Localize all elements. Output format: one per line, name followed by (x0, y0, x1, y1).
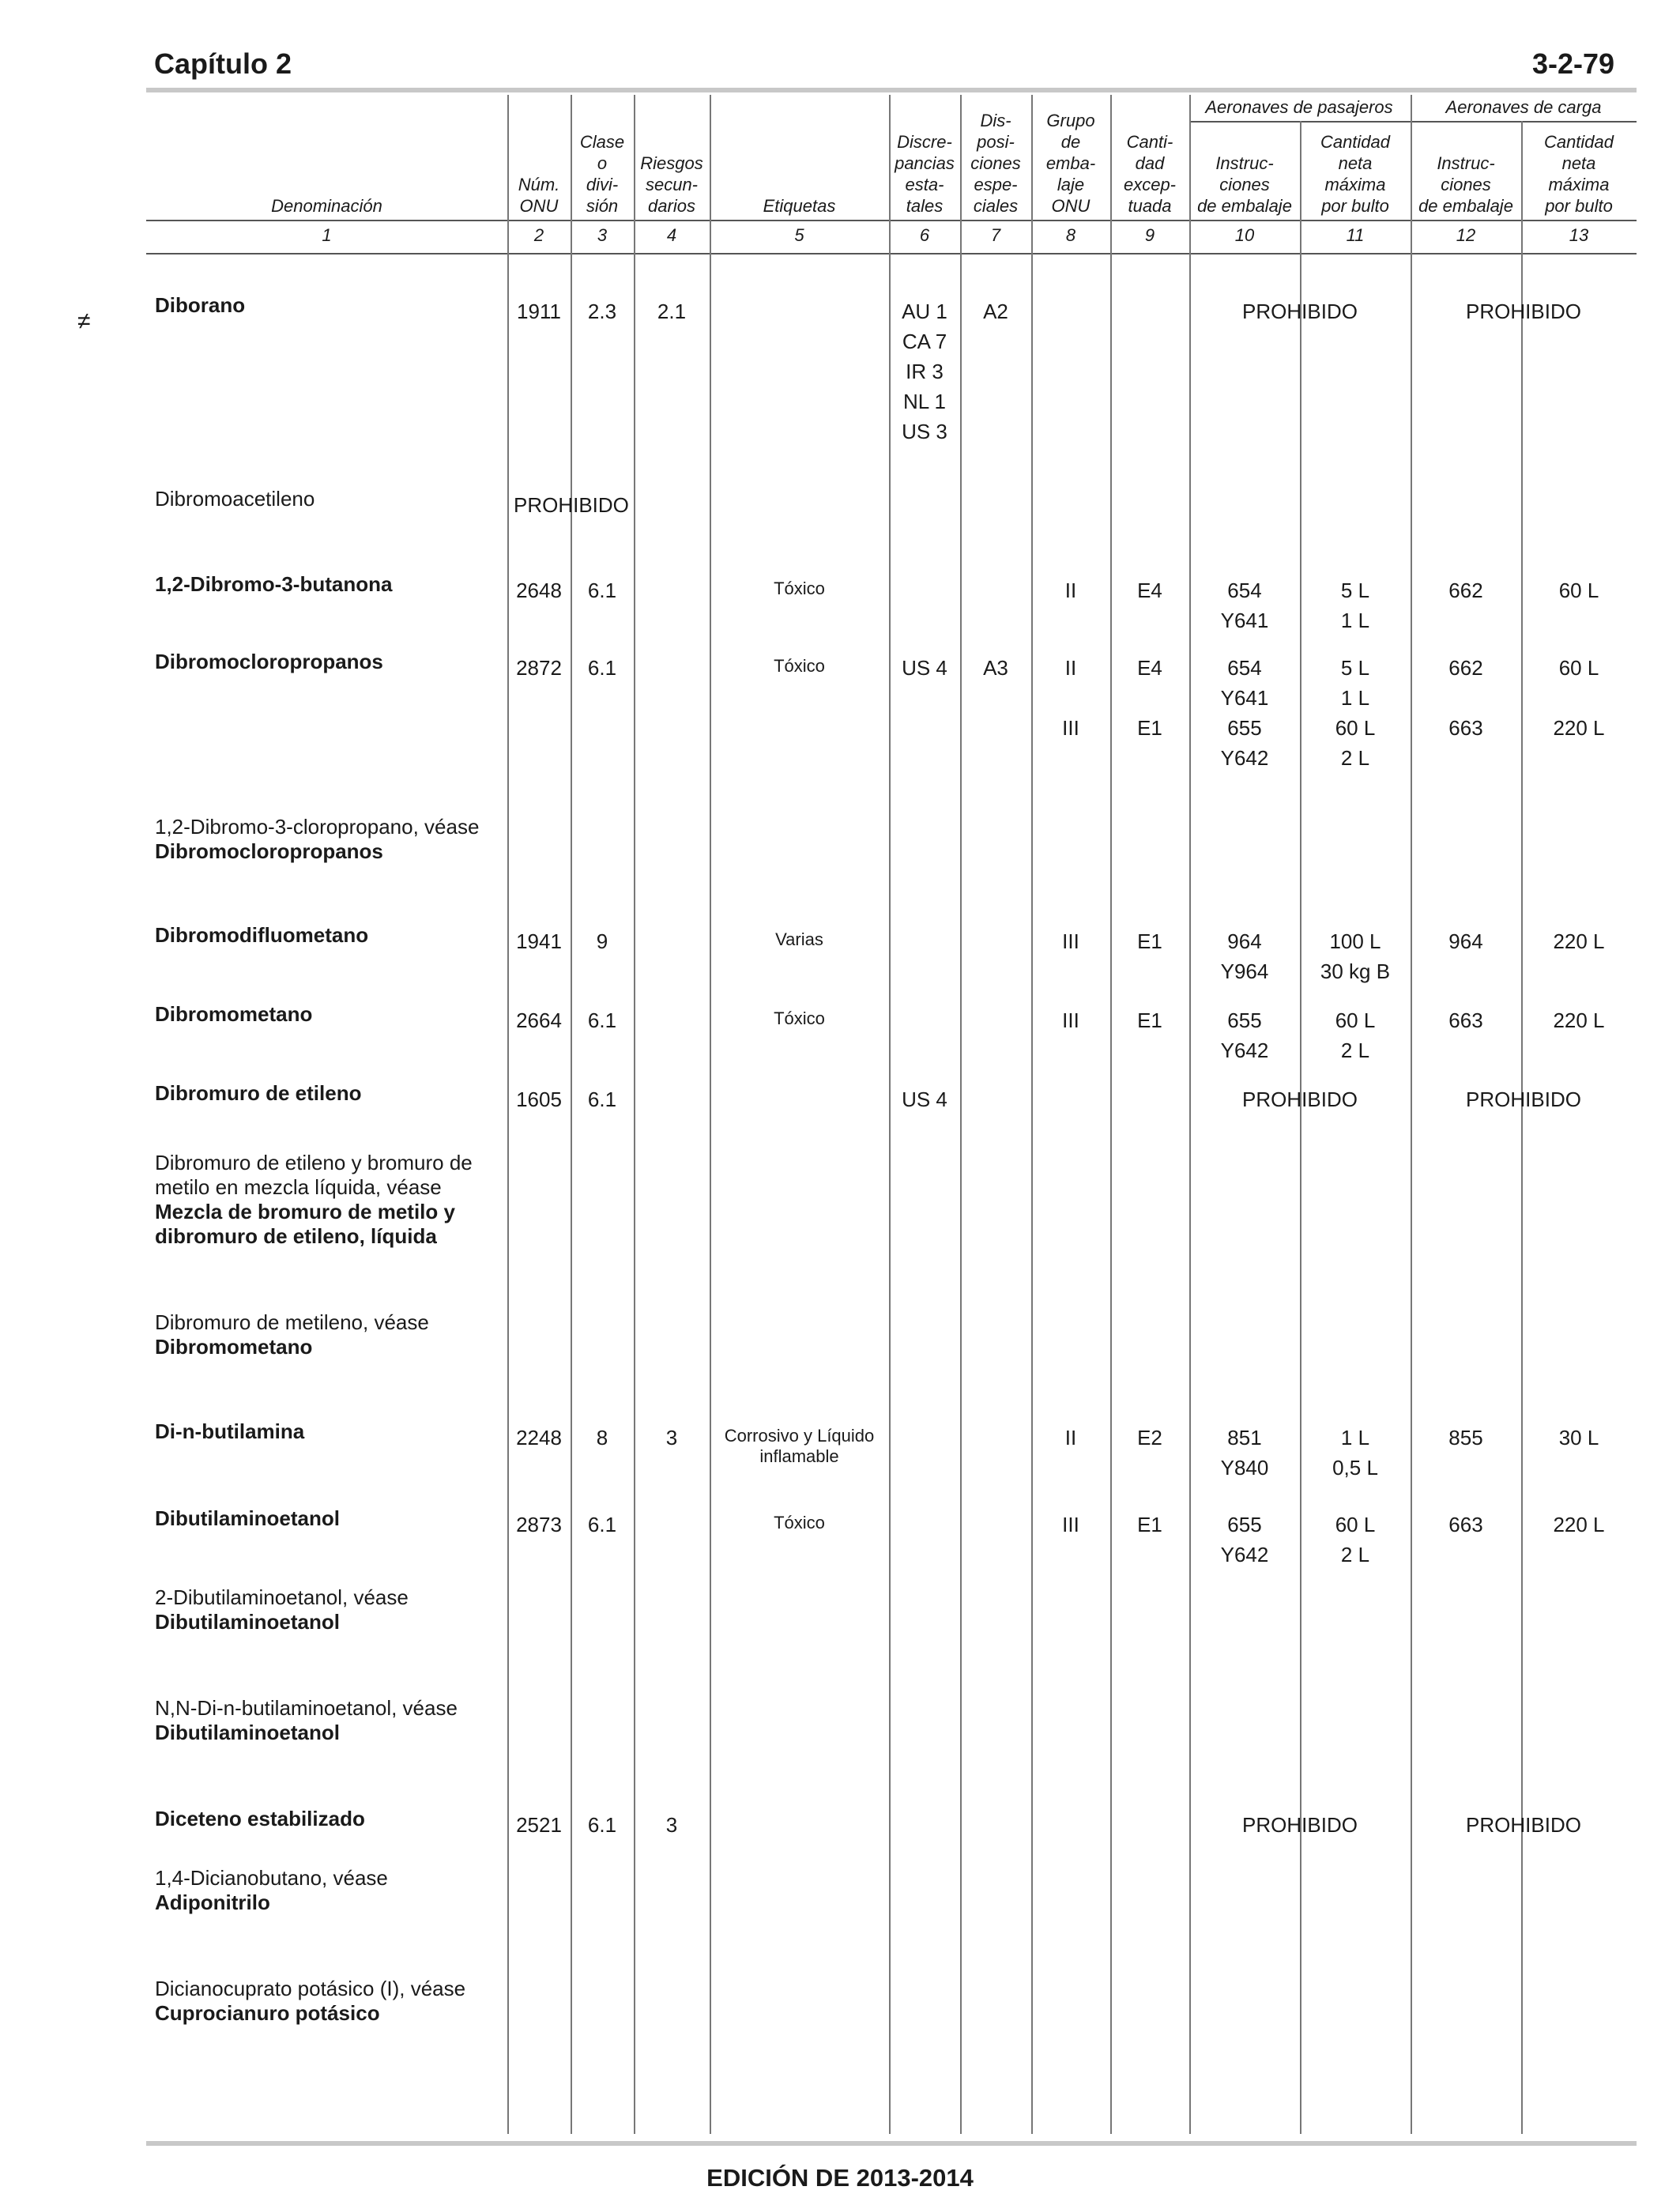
special-provision: A2 (983, 300, 1008, 323)
proper-shipping-name: Dibutilaminoetanol (155, 1506, 340, 1530)
column-number: 7 (990, 225, 1001, 245)
hazard-label: Varias (775, 929, 823, 949)
un-number: 1911 (517, 300, 561, 323)
column-number-divider (146, 253, 1637, 254)
chapter-title: Capítulo 2 (154, 47, 292, 80)
hazard-class: 8 (596, 1426, 608, 1449)
un-number: 1605 (516, 1088, 562, 1111)
column-header (571, 96, 634, 217)
cargo-prohibited: PROHIBIDO (1466, 1813, 1581, 1837)
cargo-packing-instruction: 663 (1448, 1513, 1483, 1536)
page-number: 3-2-79 (1531, 47, 1614, 80)
column-header (1300, 125, 1411, 217)
passenger-packing-instruction: Y642 (1220, 746, 1269, 770)
column-number: 1 (322, 225, 332, 245)
column-header-label: Riesgos secun- darios (640, 153, 703, 216)
passenger-max-quantity: 30 kg B (1320, 959, 1391, 983)
state-variation: US 4 (902, 656, 947, 680)
column-number: 5 (794, 225, 804, 245)
passenger-max-quantity: 2 L (1340, 1543, 1370, 1566)
substance-name (155, 1151, 503, 1249)
proper-shipping-name: Dibromuro de etileno (155, 1081, 362, 1105)
passenger-packing-instruction: Y964 (1220, 959, 1269, 983)
column-header-label: Instruc- ciones de embalaje (1197, 153, 1292, 216)
state-variation: NL 1 (903, 390, 946, 413)
column-header-label: Denominación (271, 196, 382, 216)
header-rule (146, 88, 1637, 92)
passenger-max-quantity: 1 L (1340, 609, 1370, 632)
see-reference: Dibutilaminoetanol (155, 1610, 340, 1634)
hazard-class: 6.1 (587, 1513, 617, 1536)
synonym-name: 1,2-Dibromo-3-cloropropano, véase (155, 815, 480, 839)
synonym-name: Dibromoacetileno (155, 487, 315, 511)
state-variation: US 4 (902, 1088, 947, 1111)
cargo-packing-instruction: 964 (1448, 929, 1483, 953)
column-header-label: Discre- pancias esta- tales (895, 132, 955, 216)
see-reference: Dibutilaminoetanol (155, 1721, 340, 1744)
substance-name (155, 572, 503, 597)
passenger-max-quantity: 5 L (1340, 579, 1370, 602)
proper-shipping-name: Diceteno estabilizado (155, 1807, 365, 1830)
synonym-name: Dibromuro de metileno, véase (155, 1310, 429, 1334)
column-number: 2 (533, 225, 544, 245)
substance-name (155, 293, 503, 318)
synonym-name: 2-Dibutilaminoetanol, véase (155, 1585, 409, 1609)
column-rule (1031, 95, 1033, 2134)
column-header (146, 96, 507, 217)
un-number: 2872 (516, 656, 562, 680)
hazard-class: 2.3 (587, 300, 617, 323)
column-header (634, 96, 710, 217)
cargo-packing-instruction: 663 (1448, 716, 1483, 740)
column-number: 10 (1234, 225, 1255, 245)
passenger-max-quantity: 0,5 L (1332, 1456, 1378, 1480)
passenger-max-quantity: 60 L (1335, 716, 1376, 740)
column-number: 9 (1144, 225, 1155, 245)
column-header (710, 96, 889, 217)
passenger-packing-instruction: 964 (1227, 929, 1262, 953)
subsidiary-risk: 3 (665, 1426, 678, 1449)
un-number: 2521 (516, 1813, 562, 1837)
substance-name (155, 923, 503, 948)
state-variation: US 3 (902, 420, 947, 443)
un-number: 2873 (516, 1513, 562, 1536)
hazard-class: 6.1 (587, 1008, 617, 1032)
passenger-packing-instruction: 654 (1227, 579, 1262, 602)
packing-group: III (1062, 716, 1079, 740)
passenger-packing-instruction: Y641 (1220, 686, 1269, 710)
column-rule (960, 95, 962, 2134)
passenger-max-quantity: 5 L (1340, 656, 1370, 680)
packing-group: III (1062, 1513, 1079, 1536)
passenger-max-quantity: 1 L (1340, 686, 1370, 710)
column-number: 3 (597, 225, 608, 245)
substance-name (155, 1506, 503, 1531)
column-header (960, 96, 1031, 217)
column-header (1110, 96, 1189, 217)
substance-name (155, 487, 503, 511)
proper-shipping-name: Dibromocloropropanos (155, 650, 383, 673)
passenger-max-quantity: 60 L (1335, 1008, 1376, 1032)
column-number: 6 (919, 225, 930, 245)
cargo-max-quantity: 30 L (1558, 1426, 1599, 1449)
change-marker: ≠ (77, 308, 91, 334)
substance-name (155, 1419, 503, 1444)
passenger-packing-instruction: 851 (1227, 1426, 1262, 1449)
hazard-label: Tóxico (774, 1513, 825, 1532)
cargo-max-quantity: 60 L (1558, 656, 1599, 680)
cargo-max-quantity: 220 L (1553, 1513, 1605, 1536)
aircraft-group-divider (1189, 121, 1637, 123)
packing-group: III (1062, 1008, 1079, 1032)
un-number: 2248 (516, 1426, 562, 1449)
passenger-max-quantity: 60 L (1335, 1513, 1376, 1536)
column-header (1031, 96, 1110, 217)
passenger-packing-instruction: Y642 (1220, 1039, 1269, 1062)
synonym-name: 1,4-Dicianobutano, véase (155, 1866, 388, 1890)
proper-shipping-name: 1,2-Dibromo-3-butanona (155, 572, 393, 596)
column-rule (710, 95, 711, 2134)
substance-name (155, 1002, 503, 1027)
see-reference: Cuprocianuro potásico (155, 2001, 380, 2025)
passenger-prohibited: PROHIBIDO (1242, 1088, 1358, 1111)
header-divider (146, 220, 1637, 221)
column-header (889, 96, 960, 217)
state-variation: CA 7 (902, 330, 947, 353)
passenger-max-quantity: 100 L (1329, 929, 1381, 953)
hazard-label: Tóxico (774, 656, 825, 676)
column-number: 12 (1456, 225, 1476, 245)
special-provision: A3 (983, 656, 1008, 680)
substance-name (155, 1977, 503, 2026)
column-header-label: Grupo de emba- laje ONU (1045, 111, 1096, 216)
column-number: 4 (666, 225, 677, 245)
column-number: 13 (1569, 225, 1589, 245)
un-number: 2648 (516, 579, 562, 602)
passenger-packing-instruction: 655 (1227, 716, 1262, 740)
packing-group: II (1064, 1426, 1077, 1449)
column-header-label: Cantidad neta máxima por bulto (1320, 132, 1391, 216)
group-cargo-aircraft: Aeronaves de carga (1445, 96, 1602, 117)
substance-name (155, 1081, 503, 1106)
group-passenger-aircraft: Aeronaves de pasajeros (1205, 96, 1393, 117)
column-header-label: Etiquetas (763, 196, 836, 216)
hazard-label: Tóxico (774, 579, 825, 598)
cargo-prohibited: PROHIBIDO (1466, 1088, 1581, 1111)
excepted-quantity: E1 (1137, 716, 1162, 740)
excepted-quantity: E1 (1137, 1008, 1162, 1032)
proper-shipping-name: Dibromometano (155, 1002, 313, 1026)
column-number: 11 (1346, 225, 1365, 245)
hazard-class: 6.1 (587, 579, 617, 602)
substance-name (155, 1866, 503, 1915)
column-header-label: Canti- dad excep- tuada (1123, 132, 1177, 216)
substance-name (155, 1696, 503, 1745)
cargo-prohibited: PROHIBIDO (1466, 300, 1581, 323)
see-reference: Adiponitrilo (155, 1891, 270, 1914)
excepted-quantity: E1 (1137, 1513, 1162, 1536)
column-header (507, 96, 571, 217)
hazard-class: 6.1 (587, 1088, 617, 1111)
packing-group: II (1064, 579, 1077, 602)
un-number: 2664 (516, 1008, 562, 1032)
subsidiary-risk: 3 (665, 1813, 678, 1837)
passenger-packing-instruction: 655 (1227, 1513, 1262, 1536)
proper-shipping-name: Di-n-butilamina (155, 1419, 305, 1443)
substance-name (155, 1585, 503, 1634)
cargo-packing-instruction: 855 (1448, 1426, 1483, 1449)
passenger-max-quantity: 2 L (1340, 746, 1370, 770)
hazard-label: Tóxico (774, 1008, 825, 1028)
cargo-packing-instruction: 662 (1448, 656, 1483, 680)
passenger-max-quantity: 2 L (1340, 1039, 1370, 1062)
prohibited-text: PROHIBIDO (514, 493, 629, 517)
state-variation: AU 1 (902, 300, 947, 323)
excepted-quantity: E4 (1137, 656, 1162, 680)
passenger-packing-instruction: 655 (1227, 1008, 1262, 1032)
substance-name (155, 1310, 503, 1359)
hazard-label: Corrosivo y Líquido inflamable (724, 1426, 875, 1466)
passenger-packing-instruction: Y840 (1220, 1456, 1269, 1480)
column-header-label: Núm. ONU (518, 175, 560, 216)
column-header-label: Instruc- ciones de embalaje (1418, 153, 1513, 216)
passenger-packing-instruction: 654 (1227, 656, 1262, 680)
column-header (1189, 125, 1300, 217)
synonym-name: Dibromuro de etileno y bromuro de metilo en mezcla líquida, véase (155, 1151, 473, 1199)
excepted-quantity: E4 (1137, 579, 1162, 602)
column-header (1521, 125, 1637, 217)
hazard-class: 6.1 (587, 1813, 617, 1837)
passenger-packing-instruction: Y642 (1220, 1543, 1269, 1566)
excepted-quantity: E1 (1137, 929, 1162, 953)
un-number: 1941 (516, 929, 562, 953)
column-header-label: Dis- posi- ciones espe- ciales (970, 111, 1021, 216)
substance-name (155, 1807, 503, 1831)
substance-name (155, 650, 503, 674)
passenger-prohibited: PROHIBIDO (1242, 300, 1358, 323)
column-number: 8 (1065, 225, 1076, 245)
column-header-label: Clase o divi- sión (579, 132, 625, 216)
cargo-max-quantity: 220 L (1553, 929, 1605, 953)
column-header-label: Cantidad neta máxima por bulto (1543, 132, 1614, 216)
cargo-max-quantity: 60 L (1558, 579, 1599, 602)
see-reference: Dibromocloropropanos (155, 839, 383, 863)
column-header (1411, 125, 1521, 217)
packing-group: II (1064, 656, 1077, 680)
subsidiary-risk: 2.1 (657, 300, 687, 323)
cargo-packing-instruction: 663 (1448, 1008, 1483, 1032)
synonym-name: Dicianocuprato potásico (I), véase (155, 1977, 466, 2000)
cargo-max-quantity: 220 L (1553, 1008, 1605, 1032)
passenger-packing-instruction: Y641 (1220, 609, 1269, 632)
excepted-quantity: E2 (1137, 1426, 1162, 1449)
cargo-max-quantity: 220 L (1553, 716, 1605, 740)
passenger-prohibited: PROHIBIDO (1242, 1813, 1358, 1837)
footer-rule (146, 2141, 1637, 2146)
cargo-packing-instruction: 662 (1448, 579, 1483, 602)
proper-shipping-name: Diborano (155, 293, 246, 317)
packing-group: III (1062, 929, 1079, 953)
see-reference: Mezcla de bromuro de metilo y dibromuro de etileno, líquida (155, 1200, 455, 1248)
proper-shipping-name: Dibromodifluometano (155, 923, 369, 947)
substance-name (155, 815, 503, 864)
synonym-name: N,N-Di-n-butilaminoetanol, véase (155, 1696, 458, 1720)
column-rule (1110, 95, 1112, 2134)
hazard-class: 6.1 (587, 656, 617, 680)
state-variation: IR 3 (906, 360, 944, 383)
edition-footer: EDICIÓN DE 2013-2014 (706, 2164, 974, 2192)
see-reference: Dibromometano (155, 1335, 313, 1359)
hazard-class: 9 (596, 929, 608, 953)
passenger-max-quantity: 1 L (1340, 1426, 1370, 1449)
